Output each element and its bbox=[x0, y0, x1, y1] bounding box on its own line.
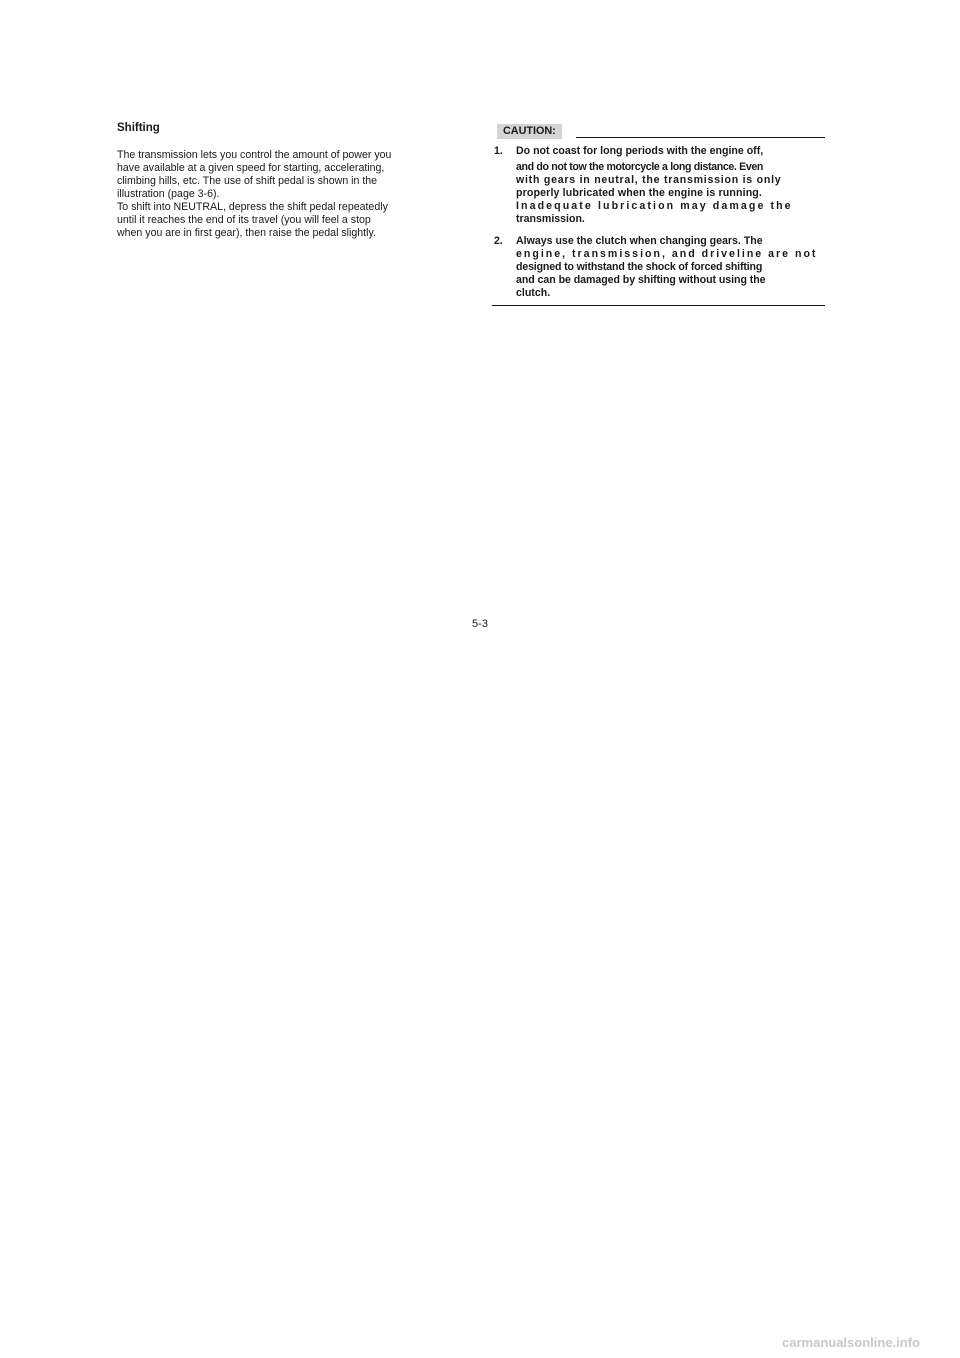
caution-list bbox=[492, 145, 825, 300]
caution-line: and can be damaged by shifting without using the bbox=[516, 274, 766, 286]
paragraph-line: The transmission lets you control the amount of power you bbox=[117, 149, 392, 161]
page-number: 5-3 bbox=[472, 618, 488, 630]
caution-line: clutch. bbox=[516, 287, 551, 299]
caution-line: Inadequate lubrication may damage the bbox=[516, 200, 793, 212]
caution-line: engine, transmission, and driveline are not bbox=[516, 248, 818, 260]
paragraph-line: have available at a given speed for starting, accelerating, bbox=[117, 162, 385, 174]
paragraph-line: when you are in first gear), then raise the pedal slightly. bbox=[117, 227, 376, 239]
caution-header bbox=[492, 124, 825, 139]
caution-line: properly lubricated when the engine is running. bbox=[516, 187, 763, 199]
caution-line: with gears in neutral, the transmission is only bbox=[516, 174, 782, 186]
caution-item bbox=[492, 145, 825, 226]
paragraph-line: To shift into NEUTRAL, depress the shift pedal repeatedly bbox=[117, 201, 388, 213]
shifting-paragraph bbox=[117, 149, 462, 240]
caution-line: designed to withstand the shock of forced shifting bbox=[516, 261, 763, 273]
caution-line: transmission. bbox=[516, 213, 585, 225]
caution-label: CAUTION: bbox=[497, 124, 562, 139]
watermark: carmanualsonline.info bbox=[782, 1335, 920, 1350]
caution-box bbox=[492, 124, 825, 306]
paragraph-line: illustration (page 3-6). bbox=[117, 188, 220, 200]
caution-line: and do not tow the motorcycle a long distance. Even bbox=[516, 161, 764, 173]
caution-item-number: 1. bbox=[494, 145, 503, 157]
caution-bottom-rule bbox=[492, 305, 825, 306]
caution-item-number: 2. bbox=[494, 235, 503, 247]
paragraph-line: climbing hills, etc. The use of shift pedal is shown in the bbox=[117, 175, 378, 187]
paragraph-line: until it reaches the end of its travel (you will feel a stop bbox=[117, 214, 371, 226]
caution-line: Do not coast for long periods with the engine off, bbox=[516, 145, 764, 157]
shifting-section bbox=[117, 122, 462, 240]
section-title: Shifting bbox=[117, 122, 160, 134]
caution-item bbox=[492, 235, 825, 300]
caution-top-rule bbox=[576, 137, 825, 138]
caution-line: Always use the clutch when changing gears. The bbox=[516, 235, 763, 247]
